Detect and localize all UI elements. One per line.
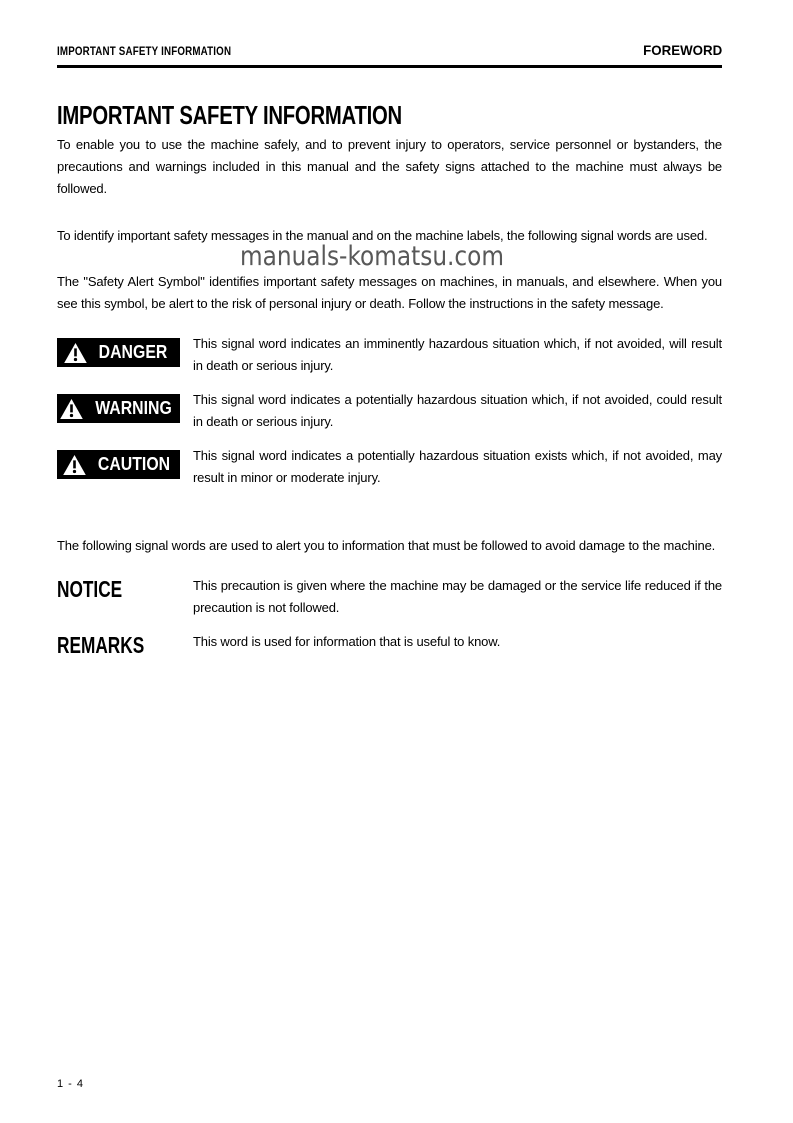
remarks-description: This word is used for information that is useful to know.	[193, 634, 501, 649]
remarks-label: REMARKS	[57, 632, 145, 658]
intro-paragraph-3: The "Safety Alert Symbol" identifies important safety messages on machines, in manuals, and elsewhere. When you see this symbol, be alert to the risk of personal injury or death. Follow the instructions in the safety message.	[57, 274, 722, 311]
signal-row-caution	[57, 445, 722, 489]
signal-row-danger	[57, 333, 722, 377]
intro-paragraph-1: To enable you to use the machine safely, and to prevent injury to operators, service personnel or bystanders, the precautions and warnings included in this manual and the safety signs attached to the machine must always be followed.	[57, 137, 722, 196]
warning-description: This signal word indicates a potentially hazardous situation which, if not avoided, could result in death or serious injury.	[193, 392, 722, 429]
signal-word-section	[57, 333, 722, 489]
info-row-remarks	[57, 631, 722, 658]
page-number: 1 - 4	[57, 1078, 85, 1090]
warning-badge-label: WARNING	[95, 398, 172, 418]
warning-badge	[57, 394, 180, 423]
caution-badge-label: CAUTION	[97, 454, 170, 474]
danger-badge-label: DANGER	[99, 342, 168, 362]
page-title: IMPORTANT SAFETY INFORMATION	[57, 100, 402, 130]
notice-label: NOTICE	[57, 576, 123, 602]
safety-alert-icon	[64, 343, 87, 363]
info-word-section	[57, 575, 722, 658]
notice-description: This precaution is given where the machine may be damaged or the service life reduced if the precaution is not followed.	[193, 578, 722, 615]
danger-description: This signal word indicates an imminently hazardous situation which, if not avoided, will result in death or serious injury.	[193, 336, 722, 373]
header-chapter-title: FOREWORD	[642, 42, 722, 58]
safety-alert-icon	[63, 455, 86, 475]
caution-description: This signal word indicates a potentially hazardous situation exists which, if not avoided, may result in minor or moderate injury.	[193, 448, 722, 485]
running-header	[57, 0, 722, 58]
intro-paragraph-2: To identify important safety messages in the manual and on the machine labels, the following signal words are used.	[57, 228, 708, 243]
signal-row-warning	[57, 389, 722, 433]
header-rule	[57, 65, 722, 68]
watermark: manuals-komatsu.com	[240, 241, 505, 272]
damage-note-paragraph: The following signal words are used to alert you to information that must be followed to avoid damage to the machine.	[57, 538, 716, 553]
header-section-title: IMPORTANT SAFETY INFORMATION	[57, 46, 232, 58]
caution-badge	[57, 450, 180, 479]
danger-badge	[57, 338, 180, 367]
safety-alert-icon	[60, 399, 83, 419]
info-row-notice	[57, 575, 722, 619]
